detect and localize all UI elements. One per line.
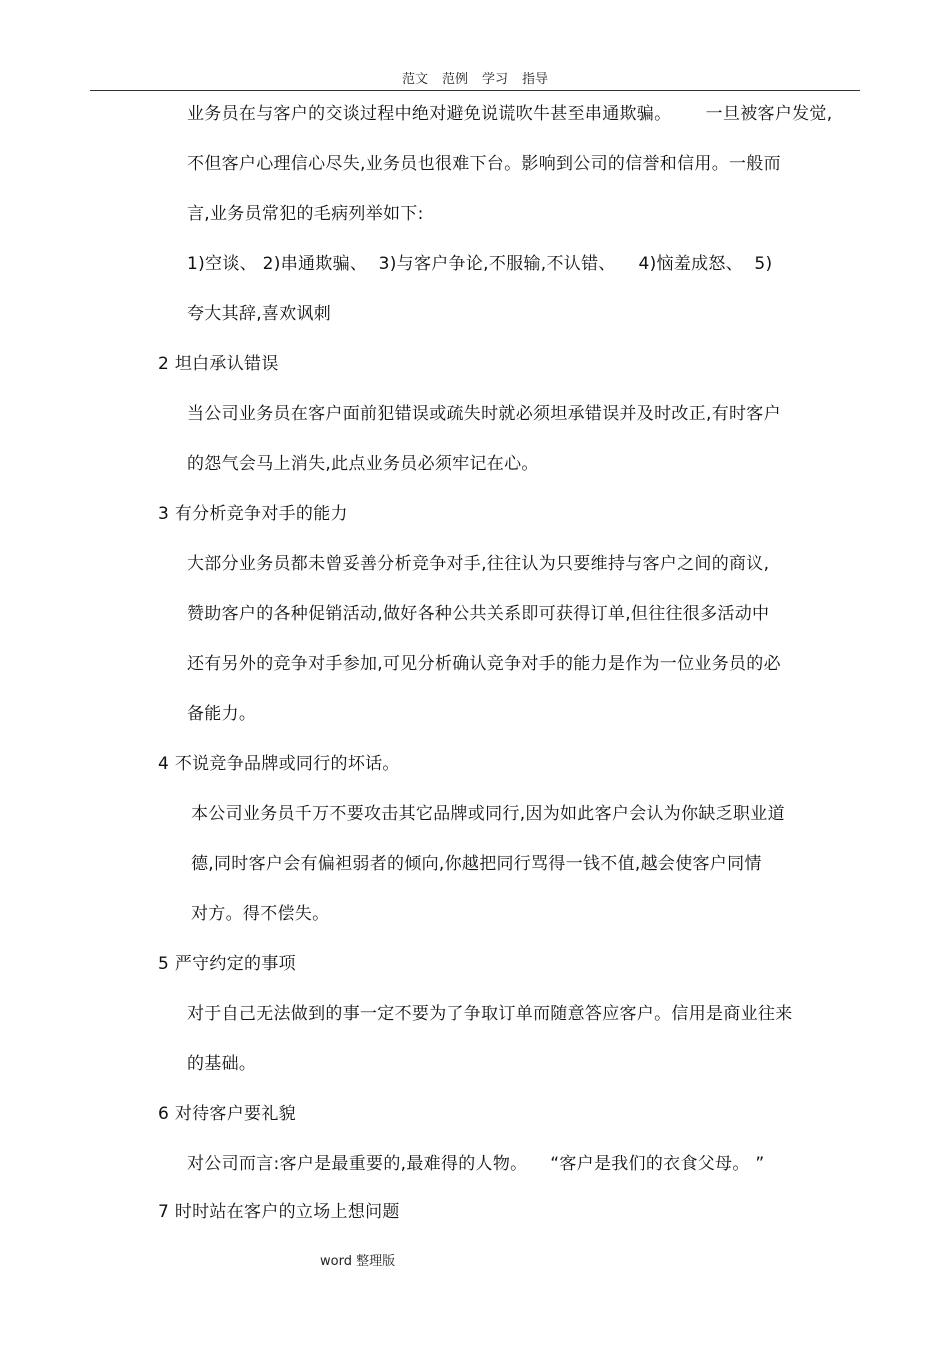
section-heading: 6 对待客户要礼貌 — [158, 1104, 296, 1124]
header-item: 学习 — [482, 72, 509, 87]
section-heading: 2 坦白承认错误 — [158, 354, 279, 374]
page-footer: word 整理版 — [320, 1254, 396, 1269]
paragraph-line: 对于自己无法做到的事一定不要为了争取订单而随意答应客户。信用是商业往来 — [187, 1004, 793, 1024]
paragraph-line: 还有另外的竞争对手参加,可见分析确认竞争对手的能力是作为一位业务员的必 — [187, 654, 781, 674]
page-header — [0, 68, 950, 87]
paragraph-line: 德,同时客户会有偏袒弱者的倾向,你越把同行骂得一钱不值,越会使客户同情 — [191, 854, 762, 874]
section-heading: 4 不说竞争品牌或同行的坏话。 — [158, 754, 400, 774]
paragraph-line: 赞助客户的各种促销活动,做好各种公共关系即可获得订单,但往往很多活动中 — [187, 604, 770, 624]
paragraph-line: 业务员在与客户的交谈过程中绝对避免说谎吹牛甚至串通欺骗。 一旦被客户发觉, — [187, 104, 833, 124]
paragraph-line: 大部分业务员都未曾妥善分析竞争对手,往往认为只要维持与客户之间的商议, — [187, 554, 770, 574]
header-item: 范文 — [401, 72, 428, 87]
paragraph-line: 当公司业务员在客户面前犯错误或疏失时就必须坦承错误并及时改正,有时客户 — [187, 404, 781, 424]
section-heading: 3 有分析竞争对手的能力 — [158, 504, 348, 524]
paragraph-line: 的怨气会马上消失,此点业务员必须牢记在心。 — [187, 454, 539, 474]
section-heading: 7 时时站在客户的立场上想问题 — [158, 1202, 400, 1222]
paragraph-line: 备能力。 — [187, 704, 257, 724]
paragraph-line: 言,业务员常犯的毛病列举如下: — [187, 204, 424, 224]
paragraph-line: 不但客户心理信心尽失,业务员也很难下台。影响到公司的信誉和信用。一般而 — [187, 154, 781, 174]
paragraph-line: 本公司业务员千万不要攻击其它品牌或同行,因为如此客户会认为你缺乏职业道 — [191, 804, 785, 824]
paragraph-line: 对方。得不偿失。 — [191, 904, 330, 924]
header-item: 指导 — [522, 72, 549, 87]
header-rule — [90, 90, 860, 91]
paragraph-line: 1)空谈、 2)串通欺骗、 3)与客户争论,不服输,不认错、 4)恼羞成怒、 5) — [187, 254, 773, 274]
section-heading: 5 严守约定的事项 — [158, 954, 296, 974]
paragraph-line: 夸大其辞,喜欢讽刺 — [187, 304, 332, 324]
header-item: 范例 — [441, 72, 468, 87]
paragraph-line: 对公司而言:客户是最重要的,最难得的人物。 “客户是我们的衣食父母。 ” — [187, 1154, 765, 1174]
paragraph-line: 的基础。 — [187, 1054, 257, 1074]
